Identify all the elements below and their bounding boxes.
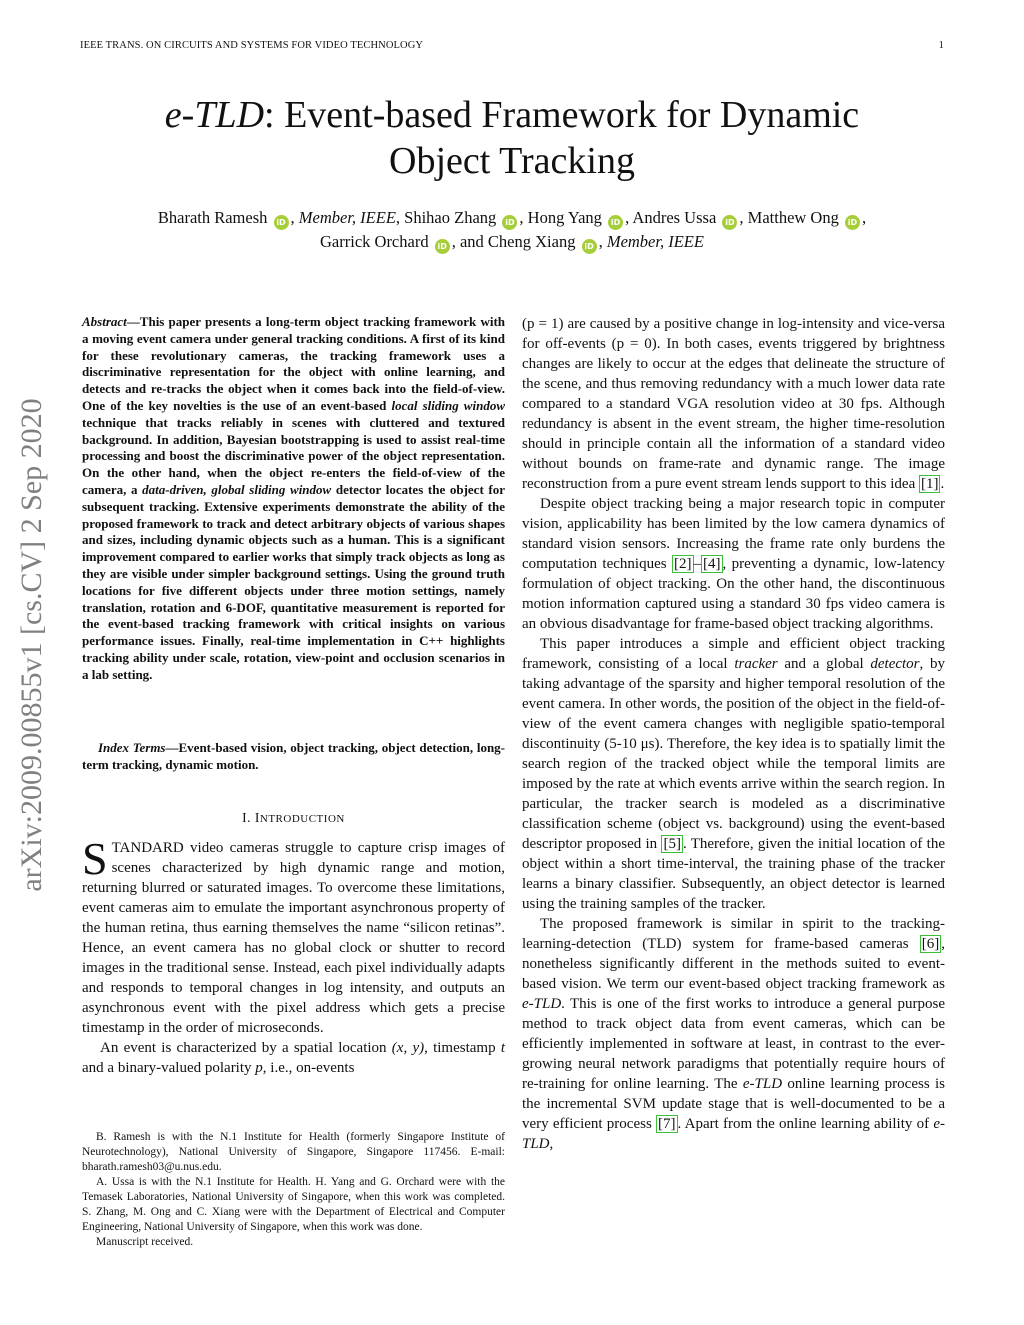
author-name: Bharath Ramesh (157, 208, 268, 227)
index-terms (82, 740, 505, 774)
orcid-icon[interactable]: iD (435, 239, 450, 254)
abstract-text: This paper presents a long-term object tracking framework with a moving event camera under general tracking conditions. A first of its kind for these revolutionary cameras, the tracking framework uses a discriminative representation for the object with online learning, and detects and re-tracks the object when it comes back into the field-of-view. One of the key novelties is the use of an event-based (82, 314, 505, 413)
paragraph (522, 494, 945, 634)
paragraph-text: . This is one of the first works to introduce a general purpose method to track object data from event cameras, which can be efficiently implemented in software at least, in contrast to the ever-growing neural network paradigms that potentially require hours of re-training for online learning. The (522, 996, 945, 1092)
paragraph (522, 914, 945, 1154)
abstract-emphasis: local sliding window (391, 397, 505, 413)
paragraph (522, 314, 945, 494)
section-title-initial: I (254, 810, 260, 825)
orcid-icon[interactable]: iD (845, 215, 860, 230)
arxiv-stamp-text: arXiv:2009.00855v1 [cs.CV] 2 Sep 2020 (15, 398, 48, 892)
citation-link[interactable]: [7] (658, 1116, 676, 1132)
paragraph-text: online learning process is the incremental SVM update stage that is well-documented to be a very efficient process (522, 1076, 945, 1132)
author-name: Matthew Ong (747, 208, 839, 227)
emphasis: e-TLD (522, 1116, 945, 1152)
footnotes (82, 1130, 505, 1250)
paragraph-text: An event is characterized by a spatial location (100, 1040, 392, 1056)
index-terms-text: Event-based vision, object tracking, object detection, long-term tracking, dynamic motion. (82, 740, 506, 772)
abstract-emphasis: data-driven, global sliding window (142, 481, 332, 497)
paragraph-text: , preventing a dynamic, low-latency formulation of object tracking. On the other hand, the discontinuous motion information captured using a standard 30 fps video camera is an obvious disadvantage for frame-based object tracking algorithms. (522, 556, 945, 632)
footnote: A. Ussa is with the N.1 Institute for Health. H. Yang and G. Orchard were with the Temasek Laboratories, National University of Singapore, when this work was completed. S. Zhang, M. Ong and C. Xiang were with the Department of Electrical and Computer Engineering, National University of Singapore, when this work was done. (82, 1176, 505, 1233)
paragraph-text: . Therefore, given the initial location of the object within a short time-interval, the training phase of the tracker learns a binary classifier. Subsequently, an object detector is learned using the training samples of the tracker. (522, 836, 945, 912)
running-header: IEEE TRANS. ON CIRCUITS AND SYSTEMS FOR VIDEO TECHNOLOGY (80, 40, 424, 51)
paragraph (522, 634, 945, 914)
author-list: Bharath Ramesh iD , Member, IEEE, Shihao Zhang iD , Hong Yang iD , Andres Ussa iD , Matthew Ong iD , Garrick Orchard iD , and Cheng Xiang iD , Member, IEEE (80, 206, 944, 254)
abstract-label: Abstract (82, 314, 127, 329)
emphasis: e-TLD (742, 1076, 783, 1092)
author-role: Member, IEEE (606, 232, 704, 251)
section-heading (82, 810, 505, 826)
orcid-icon[interactable]: iD (722, 215, 737, 230)
abstract-dash: — (126, 314, 140, 329)
introduction-text (82, 833, 505, 1078)
footnote: B. Ramesh is with the N.1 Institute for Health (formerly Singapore Institute of Neurotechnology), National University of Singapore, Singapore 117456. E-mail: bharath.ramesh03@u.nus.edu. (82, 1131, 505, 1173)
author-name: Shihao Zhang (404, 208, 497, 227)
abstract (82, 314, 505, 684)
section-title-rest: NTRODUCTION (259, 813, 345, 825)
citation-link[interactable]: [5] (663, 836, 681, 852)
orcid-icon[interactable]: iD (608, 215, 623, 230)
paragraph-text: , timestamp (424, 1040, 501, 1056)
paragraph-text: and a global (777, 656, 871, 672)
math: (x, y) (391, 1040, 425, 1056)
author-name: Andres Ussa (632, 208, 717, 227)
author-role: Member, IEEE (298, 208, 396, 227)
orcid-icon[interactable]: iD (502, 215, 517, 230)
paragraph-text: The proposed framework is similar in spirit to the tracking-learning-detection (TLD) system for frame-based cameras (522, 916, 945, 952)
paragraph-text: , by taking advantage of the sparsity and higher temporal resolution of the event camera. In other words, the position of the object in the field-of-view of the event camera changes with negligible spatio-temporal discontinuity (5-10 μs). Therefore, the key idea is to spatially limit the search region of the tracked object while the temporal limits are imposed by the rate at which events arrive within the search region. In particular, the tracker search is modeled as a discriminative classification scheme (object vs. background) using the event-based descriptor proposed in (522, 656, 946, 852)
orcid-icon[interactable]: iD (582, 239, 597, 254)
abstract-text: technique that tracks reliably in scenes with cluttered and textured background. In addition, Bayesian bootstrapping is used to assist real-time processing and boost the discriminative power of the object representation. On the other hand, when the object re-enters the field-of-view of the camera, a (82, 414, 505, 497)
emphasis: detector (870, 656, 920, 672)
right-column-text (522, 314, 945, 1154)
author-name: Cheng Xiang (487, 232, 576, 251)
paragraph-text: , nonetheless significantly different in the methods suited to event-based vision. We term our event-based object tracking framework as (522, 936, 945, 992)
paragraph (82, 1038, 505, 1078)
paragraph-text: , i.e., on-events (262, 1060, 355, 1076)
citation-dash: – (693, 556, 701, 572)
paragraph-text: (p = 1) are caused by a positive change in log-intensity and vice-versa for off-events (p = 0). In both cases, events triggered by brightness changes are likely to occur at the edges that delineate the structure of the scene, and thus removing redundancy with a much lower data rate compared to a standard VGA resolution video at 30 fps. Although redundancy is absent in the event stream, the higher time-resolution should in principle contain all the information of a standard video without bounds on frame-rate and dynamic range. The image reconstruction from a pure event stream lends support to this idea (522, 316, 945, 492)
paragraph-text: TANDARD video cameras struggle to capture crisp images of scenes characterized by high dynamic range and motion, returning blurred or saturated images. To overcome these limitations, event cameras aim to emulate the important asynchronous property of the human retina, thus earning themselves the name “silicon retinas”. Hence, an event camera has no global clock or shutter to record images in the traditional sense. Instead, each pixel individually adapts and responds to temporal changes in log intensity, and outputs an asynchronous event with the pixel address which gets a precise timestamp in the order of microseconds. (82, 840, 505, 1036)
paragraph-text: This paper introduces a simple and efficient object tracking framework, consisting of a local (522, 636, 945, 672)
title-line2: Object Tracking (389, 140, 635, 182)
paragraph-text: and a binary-valued polarity (82, 1060, 256, 1076)
section-number: I. (242, 810, 252, 825)
footnote: Manuscript received. (96, 1236, 194, 1248)
abstract-text: detector locates the object for subsequent tracking. Extensive experiments demonstrate the ability of the proposed framework to track and detect arbitrary objects of various shapes and sizes, including dynamic objects such as a human. This is a significant improvement compared to earlier works that simply track objects as long as they are visible under simpler background settings. Using the ground truth locations for five different objects under three motion settings, namely translation, rotation and 6-DOF, quantitative measurement is reported for the event-based tracking framework with critical insights on various performance issues. Finally, real-time implementation in C++ highlights tracking ability under scale, rotation, view-point and occlusion scenarios in a lab setting. (82, 481, 505, 682)
orcid-icon[interactable]: iD (274, 215, 289, 230)
drop-cap: S (82, 833, 108, 884)
paragraph-text: . (940, 476, 945, 492)
index-terms-label: Index Terms (98, 740, 166, 755)
citation-link[interactable]: [4] (703, 556, 721, 572)
author-name: Hong Yang (527, 208, 602, 227)
arxiv-stamp (16, 360, 48, 930)
paragraph-text: Despite object tracking being a major research topic in computer vision, applicability has been limited by the low camera dynamics of standard vision sensors. Increasing the frame rate only burdens the computation techniques (522, 496, 945, 572)
index-terms-dash: — (165, 740, 179, 755)
citation-link[interactable]: [2] (674, 556, 692, 572)
citation-link[interactable]: [6] (921, 936, 940, 952)
emphasis: tracker (734, 656, 778, 672)
title-line1: : Event-based Framework for Dynamic (264, 94, 860, 136)
author-name: Garrick Orchard (320, 232, 429, 251)
paper-title (0, 92, 1024, 184)
math: p (255, 1060, 263, 1076)
paragraph-text: . Apart from the online learning ability of (677, 1116, 934, 1132)
emphasis: e-TLD (522, 996, 562, 1012)
citation-link[interactable]: [1] (920, 476, 939, 492)
paragraph (82, 833, 505, 1038)
title-acronym: e-TLD (164, 94, 265, 136)
paragraph-text: , (549, 1136, 554, 1152)
author-conjunction: and (459, 232, 484, 251)
math: t (500, 1040, 505, 1056)
page-number: 1 (938, 40, 944, 51)
